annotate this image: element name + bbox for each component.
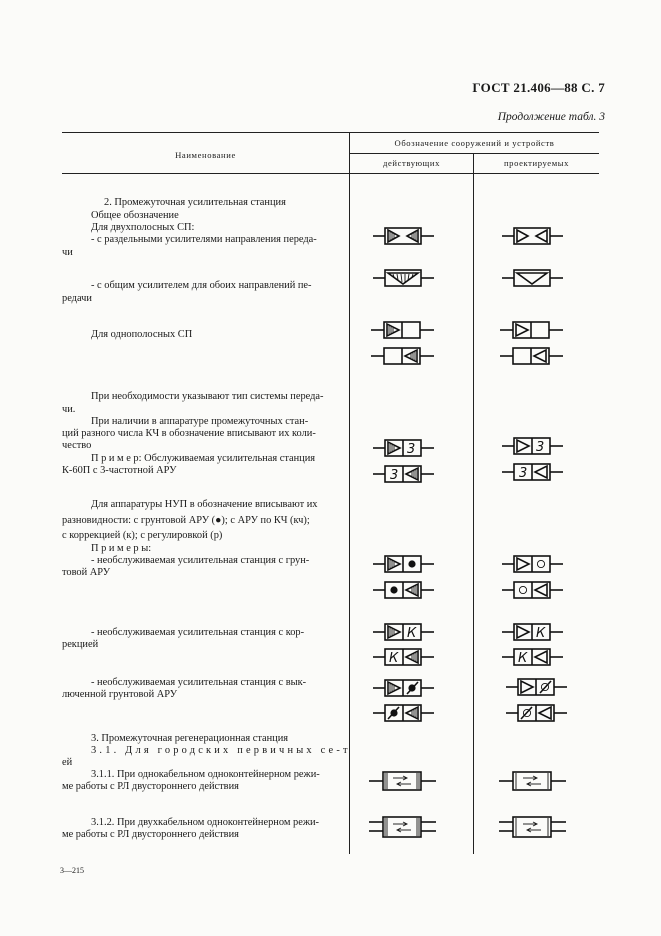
row-text: ций разного числа КЧ в обозначение вписывают их коли-	[62, 428, 316, 439]
projected-symbol-single-band-forward	[500, 319, 564, 341]
row-text: 3.1.1. При однокабельном одноконтейнерном режи-	[91, 769, 320, 780]
row-text: Общее обозначение	[91, 210, 179, 221]
table-header-rule	[62, 173, 599, 174]
row-text: ме работы с РЛ двустороннего действия	[62, 781, 239, 792]
svg-text:К: К	[518, 651, 528, 666]
svg-text:3: 3	[519, 466, 528, 481]
row-text: люченной грунтовой АРУ	[62, 689, 178, 700]
section-3-title: 3. Промежуточная регенерационная станция	[91, 733, 289, 744]
svg-text:К: К	[536, 626, 546, 641]
projected-symbol-regenerator-two-cable	[499, 814, 567, 840]
projected-symbol-separate-amplifiers	[502, 225, 564, 247]
projected-symbol-correction-forward	[502, 621, 564, 643]
table-continuation-label: Продолжение табл. 3	[497, 111, 605, 123]
existing-symbol-disabled-agc-reverse	[373, 702, 435, 724]
projected-symbol-regenerator-single-cable	[499, 769, 567, 793]
row-text: При необходимости указывают тип системы переда-	[91, 391, 324, 402]
row-text: рекцией	[62, 639, 99, 650]
existing-symbol-common-amplifier	[373, 267, 435, 289]
projected-symbol-ground-agc-forward	[502, 553, 564, 575]
svg-text:3: 3	[407, 442, 416, 457]
column-header-projected: проектируемых	[503, 158, 570, 168]
row-text: чи.	[62, 404, 76, 415]
row-text: При наличии в аппаратуре промежуточных стан-	[91, 416, 309, 427]
projected-symbol-correction-reverse	[502, 646, 564, 668]
existing-symbol-ground-agc-reverse	[373, 579, 435, 601]
existing-symbol-3-channel-forward	[373, 437, 435, 459]
row-text: Для аппаратуры НУП в обозначение вписывают их	[91, 499, 318, 510]
document-header: ГОСТ 21.406—88 С. 7	[472, 80, 605, 95]
table-divider-existing	[473, 153, 474, 854]
row-text: товой АРУ	[62, 567, 111, 578]
table-subheader-rule	[350, 153, 599, 154]
row-text: - необслуживаемая усилительная станция с кор-	[91, 627, 305, 638]
projected-symbol-ground-agc-reverse	[502, 579, 564, 601]
projected-symbol-disabled-agc-forward	[506, 676, 568, 698]
existing-symbol-regenerator-single-cable	[369, 769, 437, 793]
existing-symbol-separate-amplifiers	[373, 225, 435, 247]
projected-symbol-single-band-reverse	[500, 345, 564, 367]
column-header-designation: Обозначение сооружений и устройств	[394, 138, 555, 148]
row-text: - с раздельными усилителями направления переда-	[91, 234, 317, 245]
svg-text:К: К	[389, 651, 399, 666]
existing-symbol-3-channel-reverse	[373, 463, 435, 485]
existing-symbol-regenerator-two-cable	[369, 814, 437, 840]
column-header-name: Наименование	[175, 150, 236, 160]
svg-text:3: 3	[536, 440, 545, 455]
row-text: 3.1.2. При двухкабельном одноконтейнерном режи-	[91, 817, 320, 828]
row-text: П р и м е р ы:	[91, 543, 152, 554]
row-text: К-60П с 3-частотной АРУ	[62, 465, 177, 476]
svg-text:3: 3	[390, 468, 399, 483]
column-header-existing: действующих	[383, 158, 440, 168]
row-text: П р и м е р: Обслуживаемая усилительная станция	[91, 453, 316, 464]
projected-symbol-3-channel-forward	[502, 435, 564, 457]
projected-symbol-3-channel-reverse	[502, 461, 564, 483]
page-footer-code: 3—215	[60, 866, 84, 875]
table-top-rule	[62, 132, 599, 133]
row-text: - необслуживаемая усилительная станция с грун-	[91, 555, 310, 566]
section-2-title: 2. Промежуточная усилительная станция	[104, 197, 286, 208]
row-text: - с общим усилителем для обоих направлений пе-	[91, 280, 312, 291]
row-text: Для однополосных СП	[91, 329, 193, 340]
row-text: 3.1. Для городских первичных се-т	[91, 745, 351, 756]
existing-symbol-ground-agc-forward	[373, 553, 435, 575]
row-text: - необслуживаемая усилительная станция с вык-	[91, 677, 307, 688]
row-text: чество	[62, 440, 92, 451]
row-text: редачи	[62, 293, 92, 304]
existing-symbol-correction-reverse	[373, 646, 435, 668]
existing-symbol-correction-forward	[373, 621, 435, 643]
row-text: чи	[62, 247, 73, 258]
row-text: разновидности: с грунтовой АРУ (●); с АРУ по КЧ (кч);	[62, 515, 310, 526]
existing-symbol-single-band-reverse	[371, 345, 435, 367]
projected-symbol-common-amplifier	[502, 267, 564, 289]
row-text: с коррекцией (к); с регулировкой (р)	[62, 530, 223, 541]
row-text: Для двухполосных СП:	[91, 222, 195, 233]
existing-symbol-single-band-forward	[371, 319, 435, 341]
row-text: ей	[62, 757, 73, 768]
row-text: ме работы с РЛ двустороннего действия	[62, 829, 239, 840]
svg-text:К: К	[407, 626, 417, 641]
existing-symbol-disabled-agc-forward	[373, 677, 435, 699]
projected-symbol-disabled-agc-reverse	[506, 702, 568, 724]
